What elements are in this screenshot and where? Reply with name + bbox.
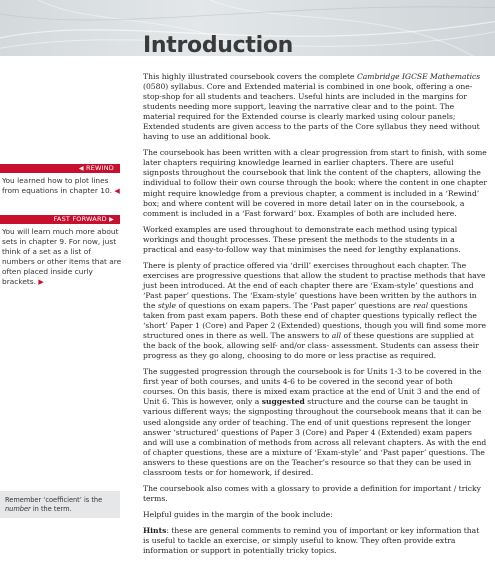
hint-text-start: Remember ‘coefficient’ is the	[5, 496, 103, 504]
fast-forward-note	[0, 227, 124, 287]
rewind-icon: ◀	[78, 165, 84, 172]
fast-forward-text: You will learn much more about sets in chapter 9. For now, just think of a set as a list of numbers or other items that are often placed inside curly brackets.	[2, 227, 122, 286]
rewind-tag	[0, 164, 120, 173]
main-text	[143, 72, 487, 562]
rewind-arrow-icon: ◀	[114, 187, 120, 195]
page-title: Introduction	[143, 33, 294, 58]
fast-forward-arrow-icon: ▶	[38, 278, 44, 286]
hint-box	[0, 491, 120, 518]
fast-forward-box	[0, 215, 126, 287]
paragraph-7: Helpful guides in the margin of the book include:	[143, 509, 333, 519]
rewind-box	[0, 164, 126, 196]
rewind-text: You learned how to plot lines from equations in chapter 10.	[2, 176, 112, 195]
rewind-note	[0, 176, 124, 196]
rewind-label: REWIND	[85, 164, 114, 172]
paragraph-4: There is plenty of practice offered via ‘drill’ exercises throughout each chapter. The exercises are progressive questions that allow the student to practise methods that have just been introduced. At the end of each chapter there are ‘Exam-style’ questions and ‘Past paper’ questions. The ‘Exam-style’ questions have been written by the authors in the style of questions on exam papers. The ‘Past paper’ questions are real questions taken from past exam papers. Both these end of chapter questions typically reflect the ‘short’ Paper 1 (Core) and Paper 2 (Extended) questions, though you will find some more structured ones in there as well. The answers to all of these questions are supplied at the back of the book, allowing self- and/or class- assessment. Students can assess their progress as they go along, choosing to do more or less practise as required.	[143, 260, 486, 361]
hint-text-emphasis: number	[5, 505, 31, 513]
fast-forward-label: FAST FORWARD	[53, 215, 107, 223]
course-name: Cambridge IGCSE Mathematics	[356, 72, 481, 81]
paragraph-3: Worked examples are used throughout to demonstrate each method using typical workings and thought processes. These present the methods to the students in a practical and easy-to-follow way that minimises the need for lengthy explanations.	[143, 224, 461, 254]
paragraph-6: The coursebook also comes with a glossary to provide a definition for important / tricky terms.	[143, 483, 481, 503]
hint-text-end: in the term.	[32, 505, 72, 513]
fast-forward-tag	[0, 215, 120, 224]
paragraph-1: This highly illustrated coursebook covers the complete Cambridge IGCSE Mathematics (0580) syllabus. Core and Extended material is combined in one book, offering a one-stop-shop for all students and teachers. Useful hints are included in the margins for students needing more support, leaving the narrative clear and to the point. The material required for the Extended course is clearly marked using colour panels; Extended students are given access to the parts of the Core syllabus they need without having to use an additional book.	[143, 72, 481, 142]
paragraph-2: The coursebook has been written with a clear progression from start to finish, with some later chapters requiring knowledge learned in earlier chapters. There are useful signposts throughout the coursebook that link the content of the chapters, allowing the individual to follow their own course through the book: where the content in one chapter might require knowledge from a previous chapter, a comment is included in a ‘Rewind’ box; and where content will be covered in more detail later on in the coursebook, a comment is included in a ‘Fast forward’ box. Examples of both are included here.	[143, 148, 487, 218]
paragraph-8: Hints: these are general comments to remind you of important or key information that is useful to tackle an exercise, or simply useful to know. They often provide extra information or support in potentially tricky topics.	[143, 525, 480, 556]
fast-forward-icon: ▶	[109, 216, 114, 223]
paragraph-5: The suggested progression through the coursebook is for Units 1-3 to be covered in the first year of both courses, and units 4-6 to be covered in the second year of both courses. On this basis, there is mixed exam practice at the end of Unit 3 and the end of Unit 6. This is however, only a suggested structure and the course can be taught in various different ways; the signposting throughout the coursebook means that it can be used alongside any order of teaching. The end of unit questions represent the longer answer ‘structured’ questions of Paper 3 (Core) and Paper 4 (Extended) exam papers and will use a combination of methods from across all relevant chapters. As with the end of chapter questions, these are a mixture of ‘Exam-style’ and ‘Past paper’ questions. The answers to these questions are on the Teacher’s resource so that they can be used in classroom tests or for homework, if desired.	[143, 367, 487, 477]
